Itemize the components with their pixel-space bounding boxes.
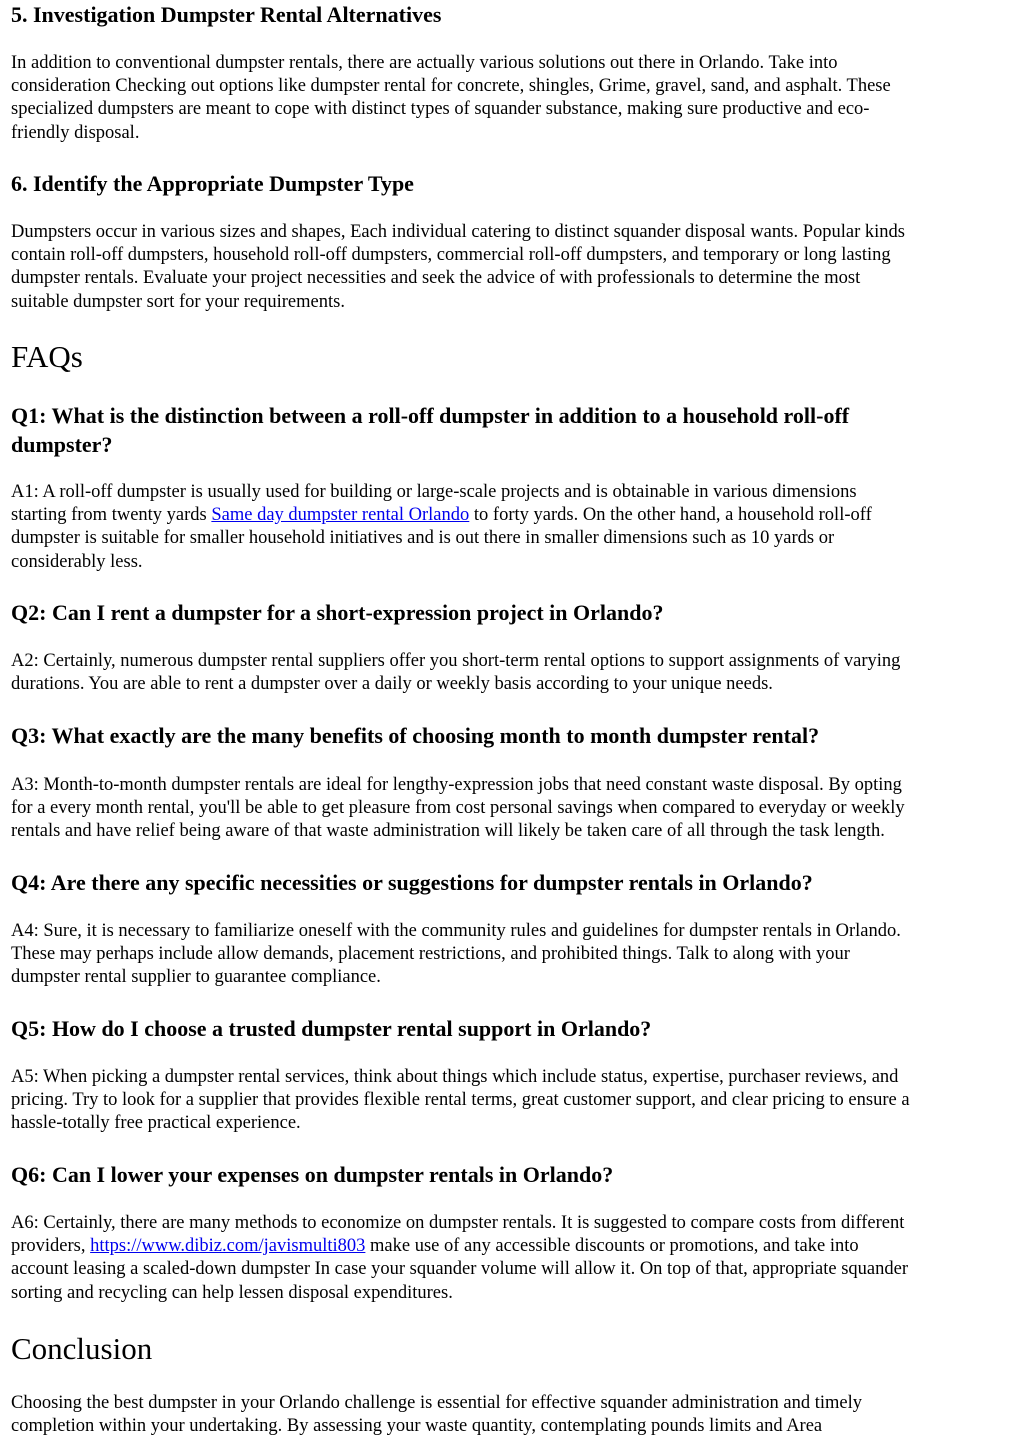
paragraph-line: Choosing the best dumpster in your Orlando challenge is essential for effective squander administration and timely [11, 1393, 862, 1413]
answer-line: A4: Sure, it is necessary to familiarize oneself with the community rules and guidelines for dumpster rentals in Orlando. [11, 921, 901, 941]
paragraph-line: dumpster rentals. Evaluate your project necessities and seek the advice of with professionals to determine the most [11, 268, 861, 289]
answer-line: considerably less. [11, 551, 143, 572]
answer-line: A6: Certainly, there are many methods to economize on dumpster rentals. It is suggested to compare costs from different [11, 1213, 905, 1233]
answer-line: hassle-totally free practical experience. [11, 1113, 301, 1134]
paragraph-line: friendly disposal. [11, 122, 140, 143]
section-6-heading: 6. Identify the Appropriate Dumpster Type [11, 171, 414, 196]
answer-text: to forty yards. On the other hand, a household roll-off [469, 505, 872, 526]
paragraph-line: suitable dumpster sort for your requirements. [11, 291, 345, 312]
conclusion-paragraph [11, 1392, 1016, 1438]
answer-line: rentals and have relief being aware of that waste administration will likely be taken care of all through the task length. [11, 821, 885, 842]
answer-line: for a every month rental, you'll be able to get pleasure from cost personal savings when compared to everyday or weekly [11, 798, 905, 819]
faq-q4-answer [11, 920, 1016, 990]
paragraph-line: contain roll-off dumpsters, household roll-off dumpsters, commercial roll-off dumpsters, and temporary or long lasting [11, 245, 891, 266]
faq-q6-answer [11, 1212, 1016, 1305]
section-6-paragraph [11, 221, 1016, 314]
paragraph-line: In addition to conventional dumpster rentals, there are actually various solutions out there in Orlando. Take into [11, 53, 838, 73]
answer-line: dumpster rental supplier to guarantee compliance. [11, 967, 381, 988]
faq-q3-answer [11, 774, 1016, 844]
answer-line: A1: A roll-off dumpster is usually used for building or large-scale projects and is obtainable in various dimensions [11, 482, 857, 502]
answer-line: These may perhaps include allow demands, placement restrictions, and prohibited things. Talk to along with your [11, 944, 850, 965]
paragraph-line: completion within your undertaking. By assessing your waste quantity, contemplating pounds limits and Area [11, 1416, 823, 1437]
faq-q6-question: Q6: Can I lower your expenses on dumpster rentals in Orlando? [11, 1162, 614, 1187]
faq-q2-question: Q2: Can I rent a dumpster for a short-expression project in Orlando? [11, 600, 664, 625]
faq-q1-question [11, 401, 1016, 459]
answer-line: pricing. Try to look for a supplier that provides flexible rental terms, great customer support, and clear pricing to ensure a [11, 1090, 910, 1111]
faq-q3-question: Q3: What exactly are the many benefits of choosing month to month dumpster rental? [11, 723, 820, 748]
paragraph-line: specialized dumpsters are meant to cope with distinct types of squander substance, making sure productive and eco- [11, 99, 870, 120]
faq-q5-answer [11, 1066, 1016, 1136]
answer-line: durations. You are able to rent a dumpster over a daily or weekly basis according to your unique needs. [11, 674, 773, 695]
same-day-dumpster-link[interactable]: Same day dumpster rental Orlando [211, 505, 470, 526]
answer-line: dumpster is suitable for smaller household initiatives and is out there in smaller dimensions such as 10 yards or [11, 528, 835, 549]
dibiz-profile-link[interactable]: https://www.dibiz.com/javismulti803 [90, 1236, 366, 1257]
faq-q5-question: Q5: How do I choose a trusted dumpster rental support in Orlando? [11, 1016, 652, 1041]
question-line: dumpster? [11, 432, 113, 457]
faqs-title: FAQs [11, 339, 83, 374]
answer-text: providers, [11, 1236, 91, 1257]
answer-line: A5: When picking a dumpster rental services, think about things which include status, expertise, purchaser reviews, and [11, 1067, 899, 1087]
question-line: Q1: What is the distinction between a roll-off dumpster in addition to a household roll-off [11, 403, 850, 428]
answer-text: make use of any accessible discounts or promotions, and take into [365, 1236, 859, 1257]
answer-line [11, 1235, 1016, 1258]
answer-line [11, 504, 1016, 527]
answer-line: sorting and recycling can help lessen disposal expenditures. [11, 1282, 453, 1303]
faq-q4-question: Q4: Are there any specific necessities or suggestions for dumpster rentals in Orlando? [11, 870, 813, 895]
faq-q2-answer [11, 650, 1016, 696]
conclusion-title: Conclusion [11, 1331, 153, 1366]
answer-line: A2: Certainly, numerous dumpster rental suppliers offer you short-term rental options to support assignments of varying [11, 651, 901, 671]
paragraph-line: consideration Checking out options like dumpster rental for concrete, shingles, Grime, gravel, sand, and asphalt. These [11, 76, 891, 97]
section-5-paragraph [11, 52, 1016, 145]
answer-line: A3: Month-to-month dumpster rentals are ideal for lengthy-expression jobs that need constant waste disposal. By opting [11, 775, 902, 795]
faq-q1-answer [11, 481, 1016, 574]
section-5-heading: 5. Investigation Dumpster Rental Alternatives [11, 2, 442, 27]
paragraph-line: Dumpsters occur in various sizes and shapes, Each individual catering to distinct squander disposal wants. Popular kinds [11, 222, 905, 242]
answer-text: starting from twenty yards [11, 505, 212, 526]
answer-line: account leasing a scaled-down dumpster In case your squander volume will allow it. On top of that, appropriate squander [11, 1259, 908, 1280]
